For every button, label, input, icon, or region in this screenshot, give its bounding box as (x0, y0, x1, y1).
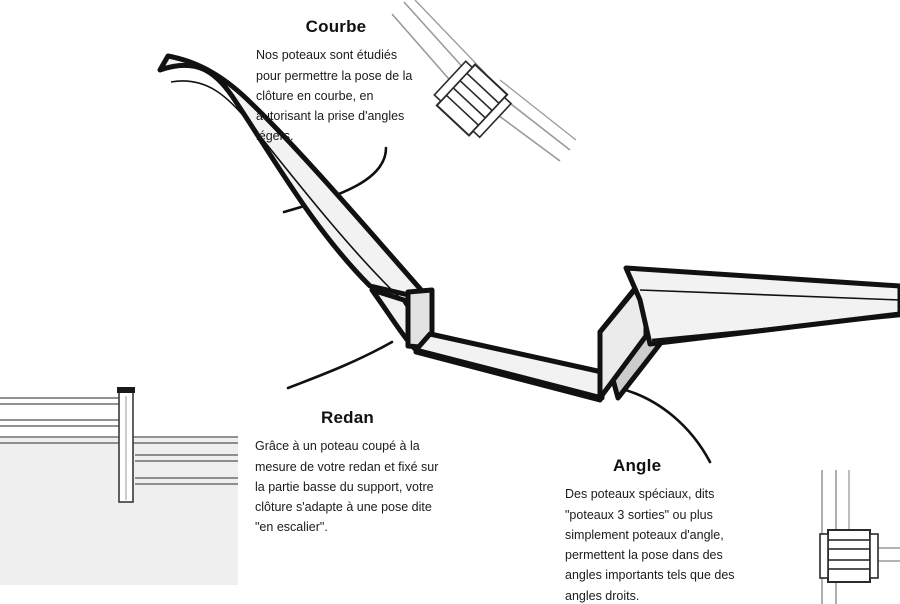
callout-redan (255, 408, 440, 538)
callout-angle (565, 456, 755, 604)
callout-angle-title: Angle (613, 456, 662, 475)
callout-courbe-title: Courbe (305, 17, 367, 36)
callout-courbe (256, 17, 416, 147)
callout-angle-text: Des poteaux spéciaux, dits "poteaux 3 sorties" ou plus simplement poteaux d'angle, permettent la pose dans des angles importants tels que des angles droits. (565, 487, 735, 603)
curved-post-detail (392, 0, 576, 161)
callout-redan-title: Redan (321, 408, 374, 427)
corner-post-detail (820, 470, 900, 604)
stepped-fence-detail (0, 387, 238, 585)
callout-redan-text: Grâce à un poteau coupé à la mesure de votre redan et fixé sur la partie basse du support, votre clôture s'adapte à une pose dite "en escalier". (255, 439, 439, 535)
callout-courbe-text: Nos poteaux sont étudiés pour permettre la pose de la clôture en courbe, en autorisant la prise d'angles légers. (256, 48, 413, 144)
